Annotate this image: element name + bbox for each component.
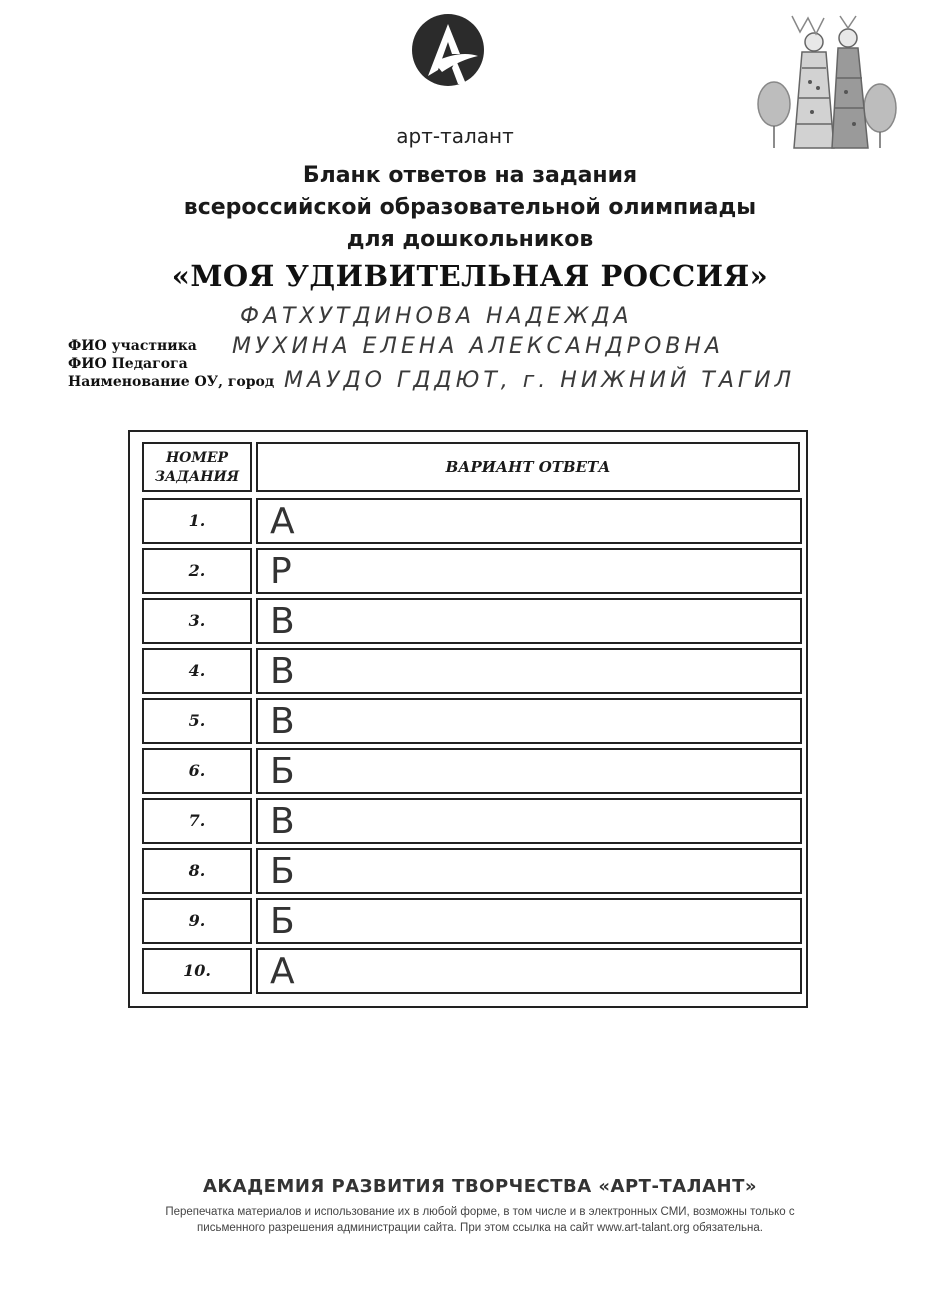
table-row bbox=[142, 898, 802, 944]
answer-cell bbox=[256, 648, 802, 694]
answer-value: В bbox=[270, 701, 295, 742]
answer-value: В bbox=[270, 801, 295, 842]
title-block bbox=[150, 160, 790, 296]
participant-value: ФАТХУТДИНОВА НАДЕЖДА bbox=[240, 304, 633, 329]
footer-copyright bbox=[100, 1204, 860, 1236]
table-row bbox=[142, 498, 802, 544]
answer-value: Р bbox=[270, 551, 292, 592]
column-header-task-number-line-1: НОМЕР bbox=[165, 450, 229, 466]
task-number: 4. bbox=[142, 648, 252, 694]
teacher-value: МУХИНА ЕЛЕНА АЛЕКСАНДРОВНА bbox=[232, 334, 724, 359]
answer-cell bbox=[256, 898, 802, 944]
answer-cell bbox=[256, 598, 802, 644]
table-row bbox=[142, 598, 802, 644]
task-number: 3. bbox=[142, 598, 252, 644]
table-row bbox=[142, 848, 802, 894]
answer-cell bbox=[256, 748, 802, 794]
table-row bbox=[142, 698, 802, 744]
school-label: Наименование ОУ, город bbox=[68, 374, 275, 390]
task-number: 10. bbox=[142, 948, 252, 994]
task-number: 7. bbox=[142, 798, 252, 844]
answer-cell bbox=[256, 548, 802, 594]
table-row bbox=[142, 748, 802, 794]
footer-copyright-line-2: письменного разрешения администрации сайта. При этом ссылка на сайт www.art-talant.org обязательна. bbox=[197, 1222, 763, 1234]
school-value: МАУДО ГДДЮТ, г. НИЖНИЙ ТАГИЛ bbox=[284, 368, 796, 393]
answer-value: Б bbox=[270, 851, 295, 892]
brand-name: арт-талант bbox=[396, 124, 514, 148]
task-number: 1. bbox=[142, 498, 252, 544]
footer-title: АКАДЕМИЯ РАЗВИТИЯ ТВОРЧЕСТВА «АРТ-ТАЛАНТ» bbox=[203, 1176, 757, 1197]
answer-cell bbox=[256, 948, 802, 994]
footer-copyright-line-1: Перепечатка материалов и использование их в любой форме, в том числе и в электронных СМИ, возможны только с bbox=[165, 1206, 795, 1218]
answer-value: В bbox=[270, 651, 295, 692]
answer-value: А bbox=[270, 501, 295, 542]
task-number: 2. bbox=[142, 548, 252, 594]
task-number: 9. bbox=[142, 898, 252, 944]
answer-value: Б bbox=[270, 901, 295, 942]
art-talant-logo-icon bbox=[408, 10, 488, 110]
answer-value: В bbox=[270, 601, 295, 642]
participant-label: ФИО участника bbox=[68, 338, 197, 354]
form-title-line-3: для дошкольников bbox=[346, 227, 594, 252]
teacher-label: ФИО Педагога bbox=[68, 356, 188, 372]
column-header-task-number bbox=[142, 442, 252, 492]
table-row bbox=[142, 648, 802, 694]
table-row bbox=[142, 798, 802, 844]
answer-cell bbox=[256, 798, 802, 844]
answer-cell bbox=[256, 498, 802, 544]
answer-table bbox=[128, 430, 808, 1008]
answer-value: А bbox=[270, 951, 295, 992]
answer-value: Б bbox=[270, 751, 295, 792]
form-title-line-2: всероссийской образовательной олимпиады bbox=[183, 195, 757, 220]
answer-cell bbox=[256, 848, 802, 894]
column-header-task-number-line-2: ЗАДАНИЯ bbox=[154, 469, 240, 485]
answer-cell bbox=[256, 698, 802, 744]
form-title-line-1: Бланк ответов на задания bbox=[302, 163, 638, 188]
table-row bbox=[142, 548, 802, 594]
task-number: 8. bbox=[142, 848, 252, 894]
column-header-answer: ВАРИАНТ ОТВЕТА bbox=[256, 442, 800, 492]
folk-illustration-icon bbox=[752, 8, 902, 158]
task-number: 6. bbox=[142, 748, 252, 794]
olympiad-name: «МОЯ УДИВИТЕЛЬНАЯ РОССИЯ» bbox=[171, 259, 769, 293]
task-number: 5. bbox=[142, 698, 252, 744]
table-row bbox=[142, 948, 802, 994]
